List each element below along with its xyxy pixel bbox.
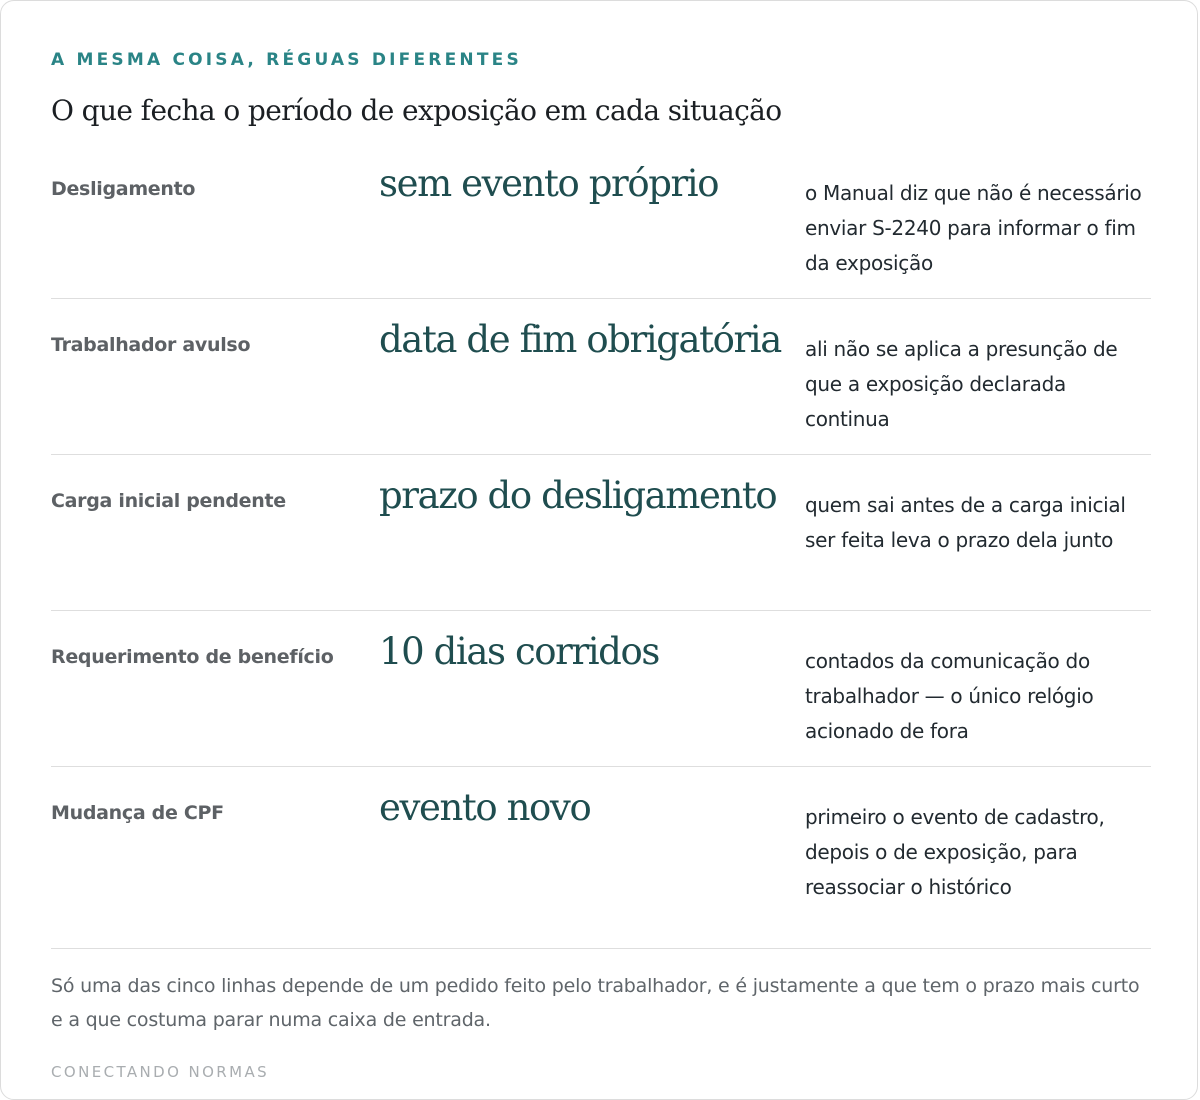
table-row [51, 299, 1151, 455]
row-label: Desligamento [51, 178, 196, 200]
row-value: data de fim obrigatória [379, 318, 781, 361]
brand-label: CONECTANDO NORMAS [51, 1063, 270, 1081]
footnote: Só uma das cinco linhas depende de um pedido feito pelo trabalhador, e é justamente a que tem o prazo mais curto e a que costuma parar numa caixa de entrada. [51, 975, 1140, 1031]
row-label: Requerimento de benefício [51, 646, 334, 668]
row-value: 10 dias corridos [379, 630, 659, 673]
card-title: O que fecha o período de exposição em cada situação [51, 94, 782, 127]
row-label: Carga inicial pendente [51, 490, 286, 512]
comparison-table [51, 143, 1151, 949]
table-row [51, 767, 1151, 949]
table-row [51, 455, 1151, 611]
row-value: sem evento próprio [379, 162, 719, 205]
row-note: primeiro o evento de cadastro, depois o de exposição, para reassociar o histórico [805, 805, 1105, 899]
table-row [51, 143, 1151, 299]
row-note: contados da comunicação do trabalhador — o único relógio acionado de fora [805, 649, 1094, 743]
row-value: prazo do desligamento [379, 474, 777, 517]
row-value: evento novo [379, 786, 591, 829]
row-note: ali não se aplica a presunção de que a exposição declarada continua [805, 337, 1118, 431]
row-note: quem sai antes de a carga inicial ser feita leva o prazo dela junto [805, 493, 1126, 552]
row-note: o Manual diz que não é necessário enviar S-2240 para informar o fim da exposição [805, 181, 1142, 275]
row-label: Trabalhador avulso [51, 334, 251, 356]
eyebrow-heading: A MESMA COISA, RÉGUAS DIFERENTES [51, 50, 522, 70]
row-label: Mudança de CPF [51, 802, 224, 824]
table-row [51, 611, 1151, 767]
